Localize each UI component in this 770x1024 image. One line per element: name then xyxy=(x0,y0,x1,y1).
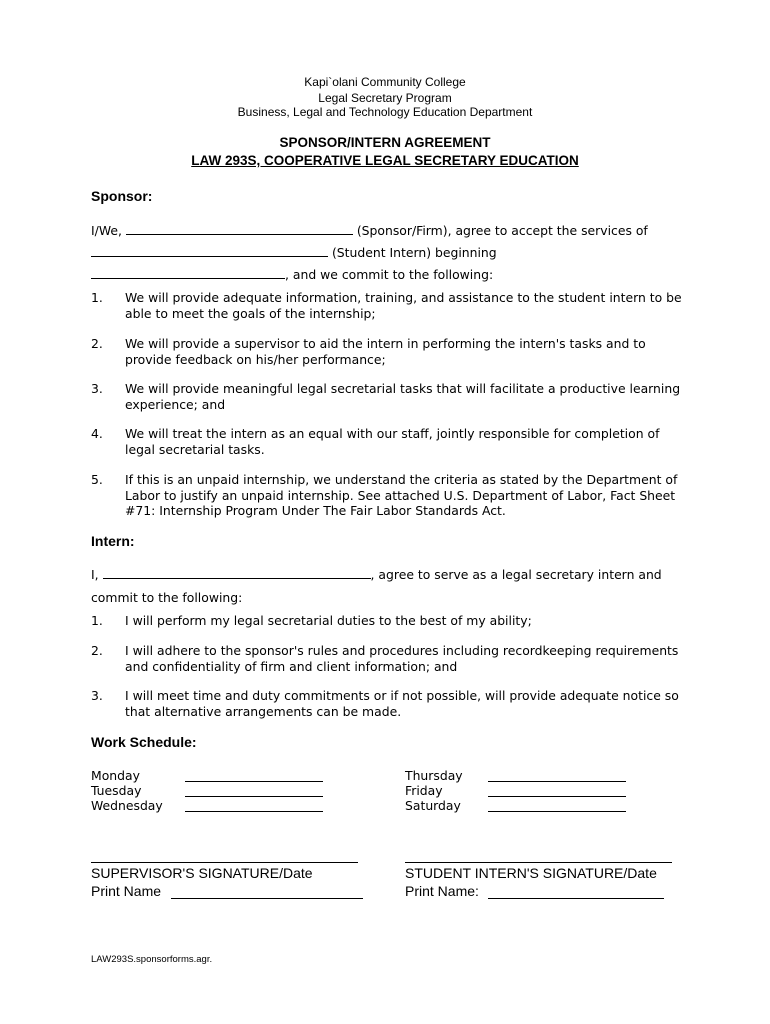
sponsor-line-2 xyxy=(91,245,497,261)
intern-name-blank[interactable] xyxy=(103,567,371,579)
intern-suffix: , agree to serve as a legal secretary intern and xyxy=(370,567,662,582)
supervisor-print-name-label: Print Name xyxy=(91,883,162,899)
day-blank-tuesday[interactable] xyxy=(185,796,323,797)
intern-line-1 xyxy=(91,567,662,583)
program-name: Legal Secretary Program xyxy=(318,91,452,105)
day-blank-monday[interactable] xyxy=(185,781,323,782)
sponsor-item-number: 3. xyxy=(91,381,103,396)
student-signature-line[interactable] xyxy=(405,862,672,863)
intern-item-number: 2. xyxy=(91,643,103,658)
sponsor-item-number: 5. xyxy=(91,472,103,487)
sponsor-item-text: We will treat the intern as an equal with our staff, jointly responsible for completion of legal secretarial tasks. xyxy=(125,426,660,457)
day-blank-thursday[interactable] xyxy=(488,781,626,782)
intern-item-number: 1. xyxy=(91,613,103,628)
intern-item-text: I will perform my legal secretarial duties to the best of my ability; xyxy=(125,613,532,628)
sponsor-item-number: 1. xyxy=(91,290,103,305)
intern-line-2: commit to the following: xyxy=(91,590,243,605)
sponsor-line-1 xyxy=(91,223,648,239)
work-schedule-heading: Work Schedule: xyxy=(91,734,197,750)
day-blank-wednesday[interactable] xyxy=(185,811,323,812)
intern-item-text: I will adhere to the sponsor's rules and procedures including recordkeeping requirements and confidentiality of firm and client information; and xyxy=(125,643,679,674)
sponsor-item-number: 4. xyxy=(91,426,103,441)
sponsor-heading: Sponsor: xyxy=(91,188,153,204)
department-name: Business, Legal and Technology Education Department xyxy=(237,105,533,119)
student-print-name-line[interactable] xyxy=(488,898,664,899)
student-print-name-label: Print Name: xyxy=(405,883,479,899)
intern-item-text: I will meet time and duty commitments or if not possible, will provide adequate notice so that alternative arrangements can be made. xyxy=(125,688,679,719)
sponsor-prefix: I/We, xyxy=(91,223,122,238)
sponsor-firm-blank[interactable] xyxy=(126,223,353,235)
intern-heading: Intern: xyxy=(91,533,135,549)
commit-suffix: , and we commit to the following: xyxy=(285,267,494,282)
student-intern-blank[interactable] xyxy=(91,245,328,257)
sponsor-firm-suffix: (Sponsor/Firm), agree to accept the services of xyxy=(356,223,648,238)
footer-filename: LAW293S.sponsorforms.agr. xyxy=(91,954,213,965)
intern-prefix: I, xyxy=(91,567,99,582)
day-label-thursday: Thursday xyxy=(405,768,463,783)
beginning-date-blank[interactable] xyxy=(91,267,285,279)
sponsor-line-3 xyxy=(91,267,493,283)
day-blank-saturday[interactable] xyxy=(488,811,626,812)
day-label-saturday: Saturday xyxy=(405,798,461,813)
day-label-wednesday: Wednesday xyxy=(91,798,163,813)
sponsor-item-text: If this is an unpaid internship, we understand the criteria as stated by the Department of Labor to justify an unpaid internship. See attached U.S. Department of Labor, Fact Sheet #71: Internship Program Under The Fair Labor Standards Act. xyxy=(125,472,678,518)
day-blank-friday[interactable] xyxy=(488,796,626,797)
supervisor-signature-label: SUPERVISOR'S SIGNATURE/Date xyxy=(91,865,313,881)
student-intern-suffix: (Student Intern) beginning xyxy=(331,245,497,260)
college-name: Kapi`olani Community College xyxy=(304,75,466,89)
sponsor-item-text: We will provide adequate information, training, and assistance to the student intern to be able to meet the goals of the internship; xyxy=(125,290,682,321)
course-title: LAW 293S, COOPERATIVE LEGAL SECRETARY EDUCATION xyxy=(191,153,579,168)
supervisor-signature-line[interactable] xyxy=(91,862,358,863)
sponsor-item-text: We will provide meaningful legal secretarial tasks that will facilitate a productive learning experience; and xyxy=(125,381,681,412)
supervisor-print-name-line[interactable] xyxy=(171,898,363,899)
day-label-friday: Friday xyxy=(405,783,443,798)
document-subtitle xyxy=(0,153,770,168)
day-label-tuesday: Tuesday xyxy=(91,783,142,798)
intern-item-number: 3. xyxy=(91,688,103,703)
document-title: SPONSOR/INTERN AGREEMENT xyxy=(279,135,491,150)
day-label-monday: Monday xyxy=(91,768,140,783)
sponsor-item-text: We will provide a supervisor to aid the intern in performing the intern's tasks and to provide feedback on his/her performance; xyxy=(125,336,646,367)
student-signature-label: STUDENT INTERN'S SIGNATURE/Date xyxy=(405,865,657,881)
sponsor-item-number: 2. xyxy=(91,336,103,351)
